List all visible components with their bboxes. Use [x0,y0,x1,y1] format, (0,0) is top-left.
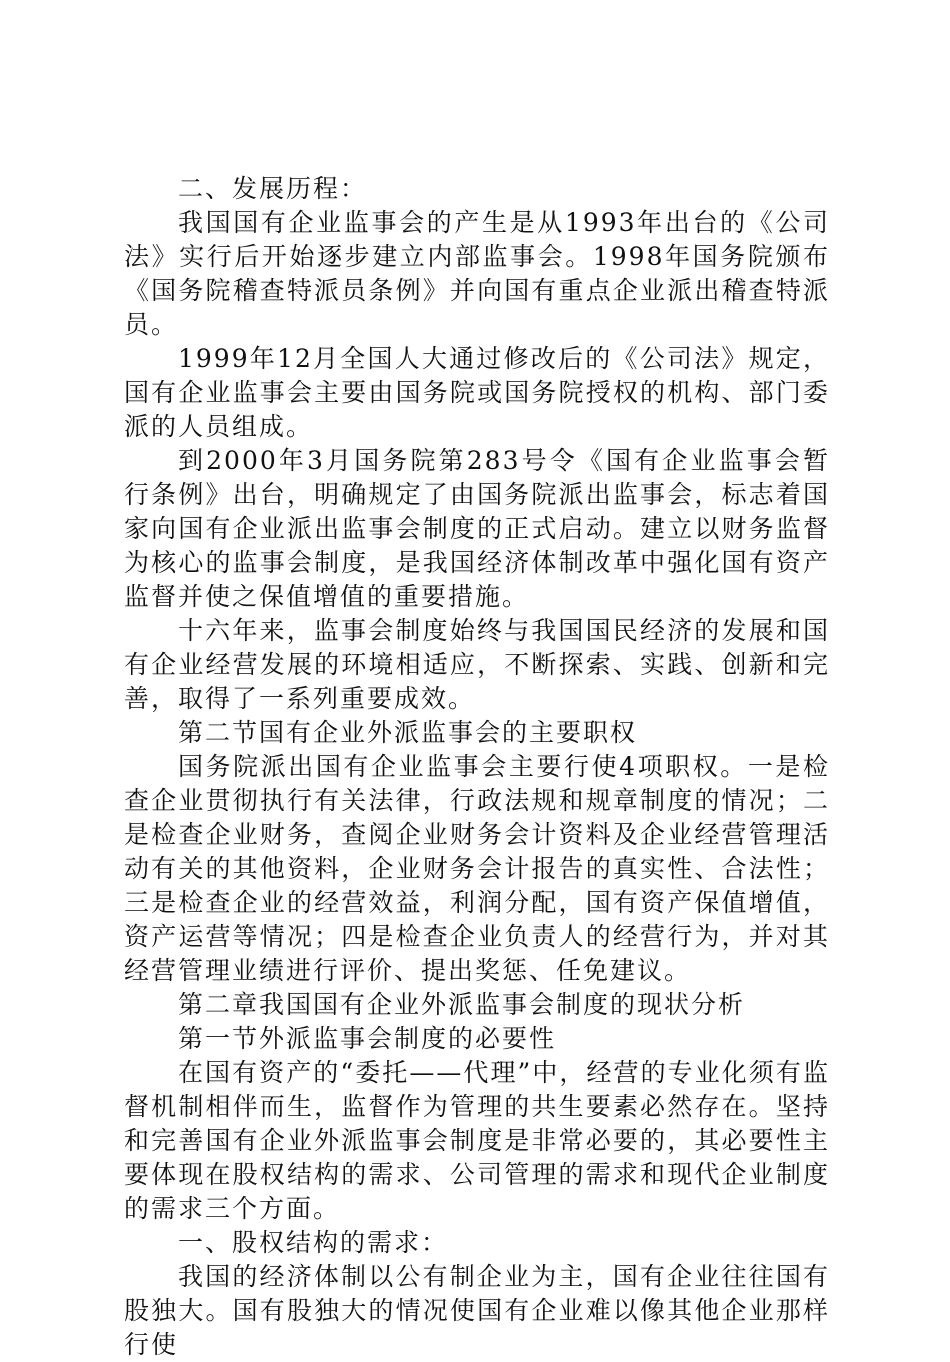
paragraph: 到2000年3月国务院第283号令《国有企业监事会暂行条例》出台，明确规定了由国务院派出监事会，标志着国家向国有企业派出监事会制度的正式启动。建立以财务监督为核心的监事会制度，是我国经济体制改革中强化国有资产监督并使之保值增值的重要措施。 [124,446,830,611]
document-body [124,172,830,1362]
section-heading: 第一节外派监事会制度的必要性 [178,1024,557,1053]
chapter-heading: 第二章我国国有企业外派监事会制度的现状分析 [178,990,746,1019]
paragraph: 十六年来，监事会制度始终与我国国民经济的发展和国有企业经营发展的环境相适应，不断探索、实践、创新和完善，取得了一系列重要成效。 [124,616,830,713]
paragraph: 1999年12月全国人大通过修改后的《公司法》规定，国有企业监事会主要由国务院或国务院授权的机构、部门委派的人员组成。 [124,344,830,441]
section-heading: 二、发展历程： [178,174,368,203]
paragraph: 我国国有企业监事会的产生是从1993年出台的《公司法》实行后开始逐步建立内部监事会。1998年国务院颁布《国务院稽查特派员条例》并向国有重点企业派出稽查特派员。 [124,208,830,339]
subsection-heading: 一、股权结构的需求： [178,1228,449,1257]
paragraph: 国务院派出国有企业监事会主要行使4项职权。一是检查企业贯彻执行有关法律，行政法规和规章制度的情况；二是检查企业财务，查阅企业财务会计资料及企业经营管理活动有关的其他资料，企业财务会计报告的真实性、合法性；三是检查企业的经营效益，利润分配，国有资产保值增值，资产运营等情况；四是检查企业负责人的经营行为，并对其经营管理业绩进行评价、提出奖惩、任免建议。 [124,752,830,985]
section-heading: 第二节国有企业外派监事会的主要职权 [178,718,638,747]
paragraph: 我国的经济体制以公有制企业为主，国有企业往往国有股独大。国有股独大的情况使国有企业难以像其他企业那样行使 [124,1262,830,1359]
paragraph: 在国有资产的“委托——代理”中，经营的专业化须有监督机制相伴而生，监督作为管理的共生要素必然存在。坚持和完善国有企业外派监事会制度是非常必要的，其必要性主要体现在股权结构的需求、公司管理的需求和现代企业制度的需求三个方面。 [124,1058,830,1223]
